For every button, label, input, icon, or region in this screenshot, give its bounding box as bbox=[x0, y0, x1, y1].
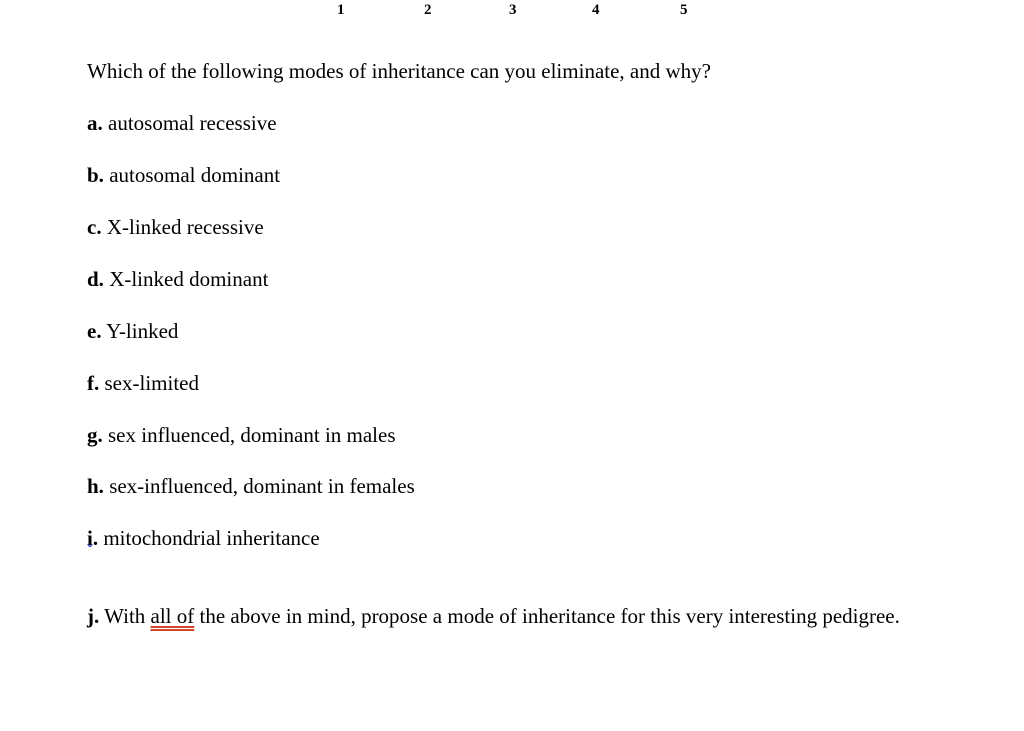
number-3: 3 bbox=[509, 2, 517, 18]
question-text: Which of the following modes of inheritance can you eliminate, and why? bbox=[87, 59, 711, 83]
number-5: 5 bbox=[680, 2, 688, 18]
option-b bbox=[87, 163, 280, 188]
number-2: 2 bbox=[424, 2, 432, 18]
option-letter: h. bbox=[87, 474, 104, 498]
option-g bbox=[87, 423, 396, 448]
option-letter: e. bbox=[87, 319, 102, 343]
number-4: 4 bbox=[592, 2, 600, 18]
option-text: sex-influenced, dominant in females bbox=[109, 474, 415, 498]
option-d bbox=[87, 267, 268, 292]
final-post-text: the above in mind, propose a mode of inheritance for this very interesting pedigree. bbox=[199, 604, 900, 628]
option-h bbox=[87, 474, 415, 499]
option-letter: a. bbox=[87, 111, 103, 135]
option-text: mitochondrial inheritance bbox=[103, 526, 320, 550]
option-text: sex influenced, dominant in males bbox=[108, 423, 396, 447]
option-text: autosomal recessive bbox=[108, 111, 277, 135]
option-text: X-linked recessive bbox=[106, 215, 264, 239]
number-1: 1 bbox=[337, 2, 345, 18]
option-letter: b. bbox=[87, 163, 104, 187]
option-c bbox=[87, 215, 264, 240]
grammar-underlined-text: all of bbox=[150, 604, 195, 628]
option-j bbox=[87, 604, 900, 629]
option-i bbox=[87, 526, 320, 551]
option-f bbox=[87, 371, 199, 396]
option-text: Y-linked bbox=[106, 319, 179, 343]
option-letter: c. bbox=[87, 215, 102, 239]
option-letter: d. bbox=[87, 267, 104, 291]
option-letter: g. bbox=[87, 423, 103, 447]
final-pre-text: With bbox=[104, 604, 146, 628]
option-text: X-linked dominant bbox=[109, 267, 269, 291]
option-letter: i. ˇ bbox=[87, 526, 98, 551]
option-a bbox=[87, 111, 277, 136]
option-text: autosomal dominant bbox=[109, 163, 281, 187]
option-letter: j. bbox=[87, 604, 100, 628]
option-e bbox=[87, 319, 178, 344]
option-text: sex-limited bbox=[104, 371, 199, 395]
option-letter: f. bbox=[87, 371, 100, 395]
